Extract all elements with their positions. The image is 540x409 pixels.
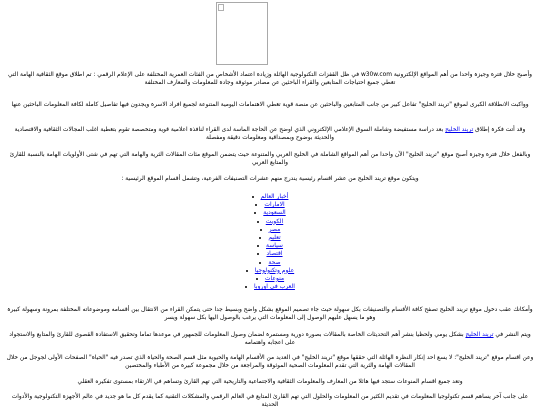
category-item bbox=[0, 234, 540, 242]
intro-paragraph-1: وأصبح خلال فترة وجيزة واحدا من أهم المواقع الإلكترونية w30w.com في ظل القفزات التكنولوجية الهائلة وزيادة اعتماد الأشخاص من الفئات العمرية المختلفة على الإعلام الرقمي : تم اطلاق موقع الثقافية الهامة التي تغطي جميع احتياجات المتابعين والقراء الباحثين عن مصادر موثوقة وجادة للمعلومات والمعارف المختلفة bbox=[7, 72, 533, 86]
outro-paragraph-1: وأمكانك عقب دخول موقع تريند الخليج تصفح كافة الأقسام والتصنيفات بكل سهولة حيث جاء تصميم الموقع بشكل واضح وبسيط جدا حتى يتمكن القراء من الانتقال بين أقسامه وموضوعاته المختلفة بمرونة وسهولة كبيرة وهو ما يسهل عليهم الوصول إلى المعلومات التي يرغب بالوصول اليها بكل سهولة ويسر bbox=[7, 307, 533, 321]
category-link-kuwait[interactable]: الكويت bbox=[265, 217, 284, 225]
outro-paragraph-4: وتعد جميع اقسام المنوعات ستجد فيها هائلا من المعارف والمعلومات الثقافية والاجتماعية والتاريخية التي تهم القارئ وتساهم في الارتقاء بمستوى تفكيره العقلي bbox=[77, 379, 463, 385]
category-item bbox=[0, 275, 540, 283]
intro-paragraph-4: وبالفعل خلال فترة وجيزة أصبح موقع "تريند الخليج" الآن واحدا من أهم المواقع الشاملة في الخليج العربي والمتنوعة حيث يتضمن الموقع مئات المقالات الثرية والهامة التي تهم في شتى الأولويات الهامة بالنسبة للقارئ والمتابع العربي bbox=[9, 152, 531, 166]
category-list bbox=[0, 193, 540, 291]
outro-paragraph-5: على جانب آخر يساهم قسم تكنولوجيا المعلومات في تقديم الكثير من المعلومات والحلول التي تهم القارئ المتابع في العالم الرقمي والمشكلات التقنية كما يقدم كل ما هو جديد في عالم الأجهزة التكنولوجية والأدوات الحديثة bbox=[11, 394, 529, 408]
category-link-saudi[interactable]: السعودية bbox=[263, 209, 286, 217]
category-link-uae[interactable]: الامارات bbox=[264, 201, 285, 209]
intro-paragraph-5: ويتكون موقع تريند الخليج من عشر اقسام رئيسية يندرج منهم عشرات التصنيفات الفرعية، وتشمل أقسام الموقع الرئيسية : bbox=[121, 176, 419, 182]
category-item bbox=[0, 259, 540, 267]
category-link-misc[interactable]: منوعات bbox=[264, 274, 285, 282]
category-item bbox=[0, 209, 540, 217]
category-item bbox=[0, 242, 540, 250]
category-item bbox=[0, 267, 540, 275]
category-item bbox=[0, 193, 540, 201]
site-logo-image bbox=[216, 2, 268, 65]
outro-paragraph-3: وعن اقسام موقع "تريند الخليج": لا يسع احد إنكار النظرة الهائلة التي حققها موقع "تريند الخليج" في العديد من الأقسام الهامة والحيوية مثل قسم الصحة والحياة الذي تصدر فيه "الحياة" الصفحات الأولى لجوجل من خلال المقالات الهامة والثرية التي تقدم المعلومات الصحية الموثوقة والمراجعة من خلال مجموعة كبيرة من الأطباء والمختصين bbox=[6, 355, 534, 369]
category-item bbox=[0, 283, 540, 291]
trend-khaleej-link-2[interactable]: تريند الخليج bbox=[465, 332, 494, 338]
category-item bbox=[0, 218, 540, 226]
category-item bbox=[0, 201, 540, 209]
intro-paragraph-2: وواكبت الانطلاقة الكبرى لموقع "تريند الخليج" تفاعل كبير من جانب المتابعين والباحثين عن منصة قوية تغطي الاهتمامات اليومية المتنوعة لجميع افراد الاسرة ويجدون فيها تفاصيل كاملة لكافة المعلومات الباحثين عنها bbox=[11, 102, 529, 108]
category-item bbox=[0, 226, 540, 234]
category-link-education[interactable]: تعليم bbox=[268, 233, 281, 241]
category-link-economy[interactable]: اقتصاد bbox=[266, 250, 283, 258]
category-link-world-news[interactable]: أخبار العالم bbox=[260, 193, 289, 200]
outro-paragraph-2-start: ويتم النشر في bbox=[495, 332, 531, 338]
outro-paragraph-2 bbox=[6, 331, 534, 347]
intro-paragraph-3-end: بعد دراسة مستفيضة وشاملة السوق الإعلامي الإلكتروني الذي اوضح عن الحاجة الماسة لدى القراء لنافذة اعلامية قوية ومتخصصة تقوم بتغطية اغلب المجالات الثقافية والاقتصادية والحديثة بوضوح وبمصداقية ومعلومات دقيقة ومفصلة bbox=[14, 127, 444, 141]
intro-paragraph-3-start: وقد أتت فكرة إطلاق bbox=[475, 127, 526, 133]
broken-image-icon bbox=[218, 4, 224, 11]
outro-paragraph-2-end: بشكل يومي ولحظيا بنشر أهم التحديثات الخاصة بالمقالات بصورة دورية ومستمرة لضمان وصول المعلومات للجمهور في موعدها تماما وتحقيق الاستفادة القصوى للقارئ والمتابع والاستجواد على اعجابه واهتمامه bbox=[9, 332, 464, 346]
intro-paragraph-3 bbox=[6, 126, 534, 142]
category-link-health[interactable]: صحة bbox=[268, 258, 281, 266]
category-link-science-tech[interactable]: علوم وتكنولوجيا bbox=[254, 266, 295, 274]
category-link-politics[interactable]: سياسة bbox=[266, 242, 283, 250]
trend-khaleej-link[interactable]: تريند الخليج bbox=[445, 127, 474, 133]
category-link-arabs-europe[interactable]: العرب في اوروبا bbox=[254, 283, 295, 291]
category-item bbox=[0, 250, 540, 258]
category-link-egypt[interactable]: مصر bbox=[268, 225, 281, 233]
